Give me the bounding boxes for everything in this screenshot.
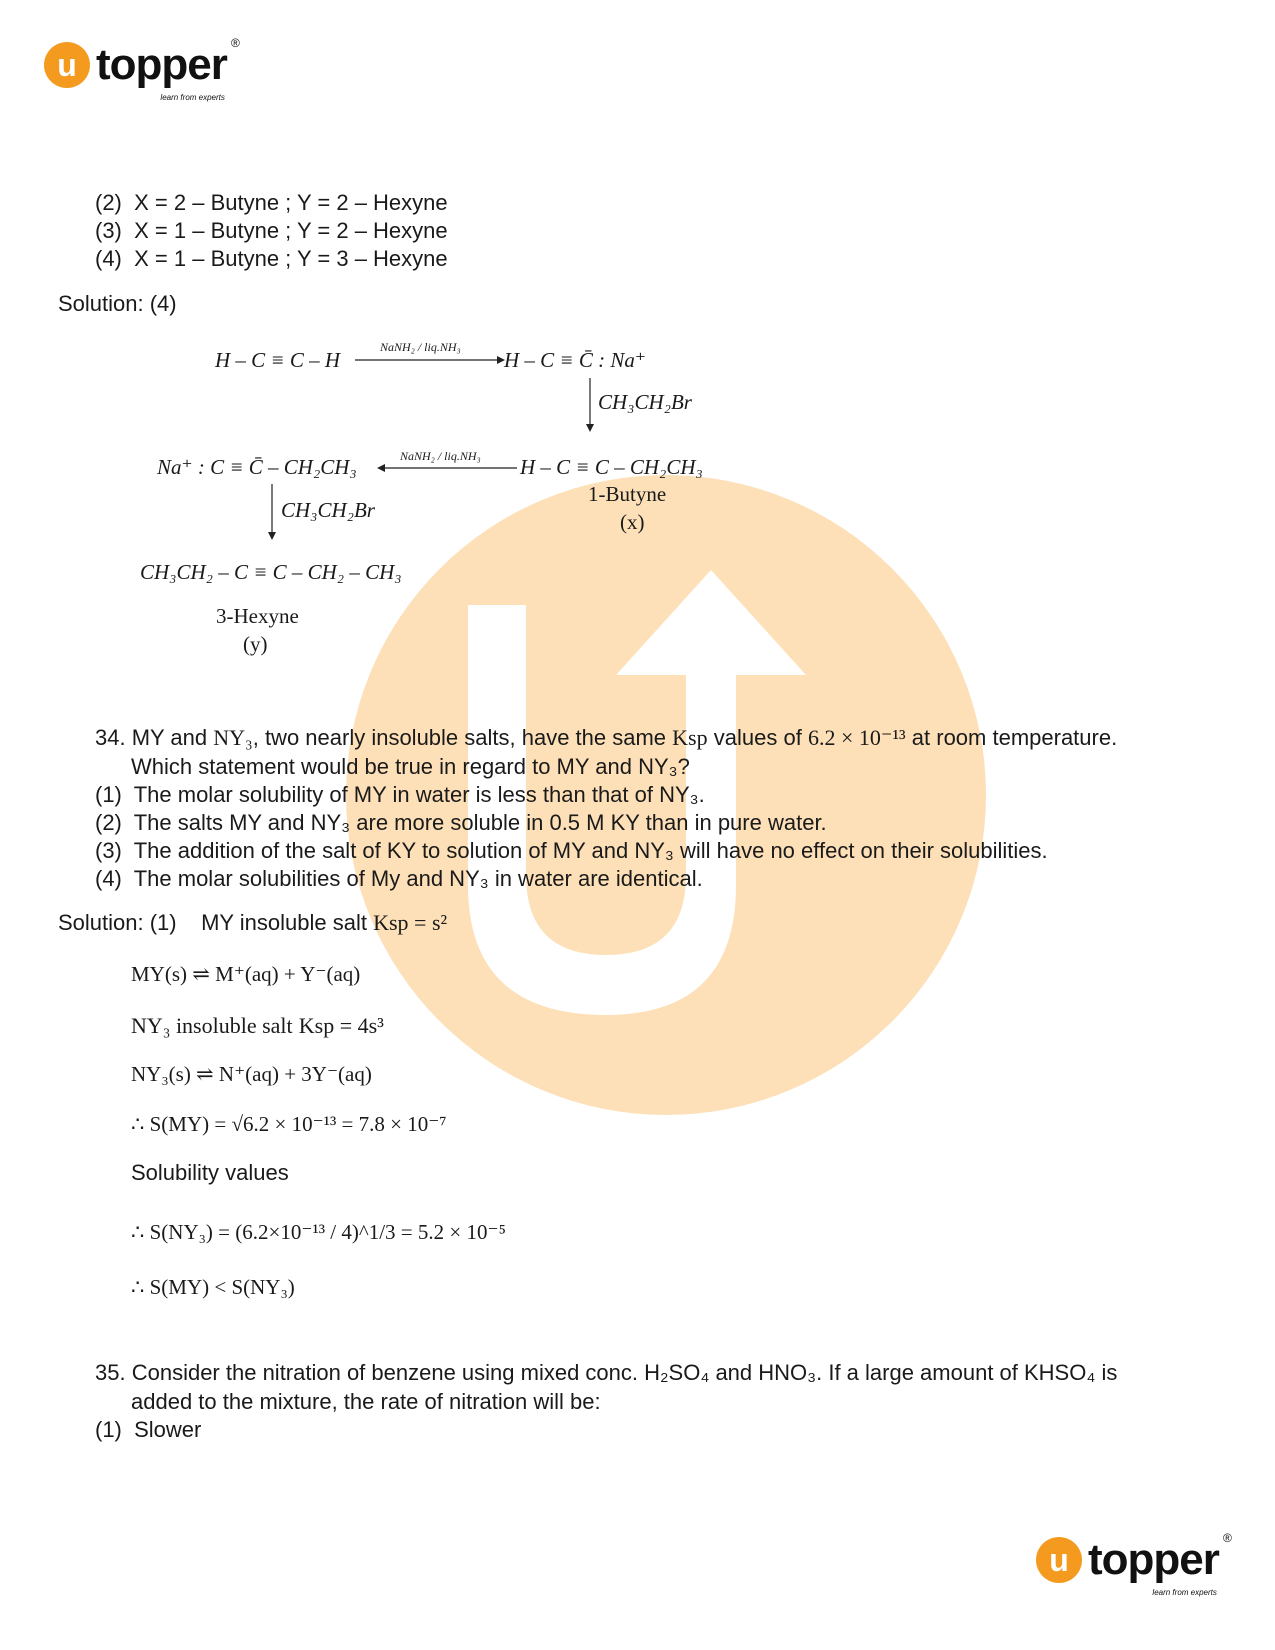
- stem-part: 6.2 × 10⁻¹³: [807, 725, 906, 750]
- scheme-reactant: H – C ≡ C – H: [215, 348, 341, 372]
- stem-part: NY₃: [213, 725, 253, 750]
- q34-eq-solubility-ny3: ∴ S(NY₃) = (6.2×10⁻¹³ / 4)^1/3 = 5.2 × 10⁻⁵: [131, 1220, 506, 1244]
- option-text: The molar solubility of MY in water is less than that of NY₃.: [133, 782, 705, 807]
- solution-formula: Ksp = s²: [373, 910, 448, 935]
- question-number: 34.: [95, 725, 126, 750]
- scheme-hexyne-tag: (y): [243, 632, 268, 656]
- q34-solubility-values: Solubility values: [131, 1160, 289, 1185]
- logo-u-icon: u: [1036, 1537, 1082, 1583]
- option-num: (2): [95, 190, 122, 215]
- option-text: The addition of the salt of KY to solution of MY and NY₃ will have no effect on their solubilities.: [133, 838, 1048, 863]
- option-text: Slower: [134, 1417, 202, 1442]
- option-text: The molar solubilities of My and NY₃ in water are identical.: [133, 866, 703, 891]
- topper-logo-bottom: [1036, 1531, 1231, 1597]
- logo-wordmark: [96, 36, 239, 102]
- q34-solution-line: [58, 910, 447, 936]
- q34-eq-comparison: ∴ S(MY) < S(NY₃): [131, 1275, 295, 1299]
- q34-option-3: [95, 838, 1048, 864]
- option-num: (4): [95, 866, 122, 891]
- option-num: (3): [95, 218, 122, 243]
- q33-option-2: [95, 190, 448, 216]
- solution-formula: Ksp = 4s³: [298, 1013, 384, 1038]
- q34-stem-line2: Which statement would be true in regard to MY and NY₃?: [131, 754, 690, 779]
- scheme-butyne-tag: (x): [620, 510, 645, 534]
- solution-label: Solution: (1): [58, 910, 177, 935]
- q34-option-1: [95, 782, 705, 808]
- scheme-butyne-name: 1-Butyne: [588, 482, 667, 506]
- scheme-hexyne: CH₃CH₂ – C ≡ C – CH₂ – CH₃: [140, 560, 402, 584]
- option-num: (2): [95, 810, 122, 835]
- scheme-reagent-1: NaNH₂ / liq.NH₃: [380, 340, 461, 354]
- logo-word: topper: [96, 40, 227, 89]
- q34-eq-dissociation-ny3: NY₃(s) ⇌ N⁺(aq) + 3Y⁻(aq): [131, 1062, 372, 1086]
- solution-text: MY insoluble salt: [201, 910, 367, 935]
- option-num: (3): [95, 838, 122, 863]
- scheme-reagent-down-1: CH₃CH₂Br: [598, 390, 692, 414]
- option-text: The salts MY and NY₃ are more soluble in 0.5 M KY than in pure water.: [133, 810, 827, 835]
- q33-option-3: [95, 218, 448, 244]
- scheme-arrow-down-1: [584, 378, 596, 432]
- scheme-hexyne-name: 3-Hexyne: [216, 604, 299, 628]
- option-text: X = 2 – Butyne ; Y = 2 – Hexyne: [134, 190, 448, 215]
- scheme-butyne: H – C ≡ C – CH₂CH₃: [520, 455, 703, 479]
- q34-option-4: [95, 866, 703, 892]
- option-num: (1): [95, 782, 122, 807]
- logo-word: topper: [1088, 1535, 1219, 1584]
- stem-part: MY and: [131, 725, 208, 750]
- scheme-reagent-down-2: CH₃CH₂Br: [281, 498, 375, 522]
- stem-part: values of: [713, 725, 802, 750]
- stem-part: at room temperature.: [911, 725, 1118, 750]
- q34-eq-dissociation-my: MY(s) ⇌ M⁺(aq) + Y⁻(aq): [131, 962, 361, 986]
- q35-stem-line2: added to the mixture, the rate of nitration will be:: [131, 1389, 601, 1414]
- stem-part: , two nearly insoluble salts, have the same: [252, 725, 667, 750]
- scheme-product-1: H – C ≡ C̄ : Na⁺: [504, 348, 646, 372]
- option-num: (4): [95, 246, 122, 271]
- logo-reg: ®: [1223, 1531, 1231, 1545]
- option-num: (1): [95, 1417, 122, 1442]
- logo-tagline: learn from experts: [1152, 1588, 1217, 1597]
- q34-ny3-line: [131, 1013, 384, 1039]
- option-text: X = 1 – Butyne ; Y = 2 – Hexyne: [134, 218, 448, 243]
- logo-u-icon: u: [44, 42, 90, 88]
- topper-logo-top: [44, 36, 239, 102]
- q34-option-2: [95, 810, 827, 836]
- logo-reg: ®: [231, 36, 239, 50]
- solution-text: NY₃ insoluble salt: [131, 1013, 293, 1038]
- question-number: 35.: [95, 1360, 126, 1385]
- scheme-arrow-right: [355, 355, 505, 365]
- scheme-reagent-2: NaNH₂ / liq.NH₃: [400, 449, 481, 463]
- stem-text: Consider the nitration of benzene using mixed conc. H₂SO₄ and HNO₃. If a large amount of KHSO₄ is: [131, 1360, 1118, 1385]
- q34-stem-line1: [95, 725, 1117, 751]
- logo-wordmark: [1088, 1531, 1231, 1597]
- scheme-arrow-down-2: [266, 484, 278, 540]
- q35-stem-line1: [95, 1360, 1117, 1386]
- scheme-arrow-left: [377, 463, 517, 473]
- stem-part: Ksp: [672, 725, 708, 750]
- q33-solution: Solution: (4): [58, 291, 177, 316]
- logo-tagline: learn from experts: [160, 93, 225, 102]
- option-text: X = 1 – Butyne ; Y = 3 – Hexyne: [134, 246, 448, 271]
- q35-option-1: [95, 1417, 201, 1443]
- scheme-anion: Na⁺ : C ≡ C̄ – CH₂CH₃: [157, 455, 357, 479]
- q34-eq-solubility-my: ∴ S(MY) = √6.2 × 10⁻¹³ = 7.8 × 10⁻⁷: [131, 1112, 447, 1136]
- q33-option-4: [95, 246, 448, 272]
